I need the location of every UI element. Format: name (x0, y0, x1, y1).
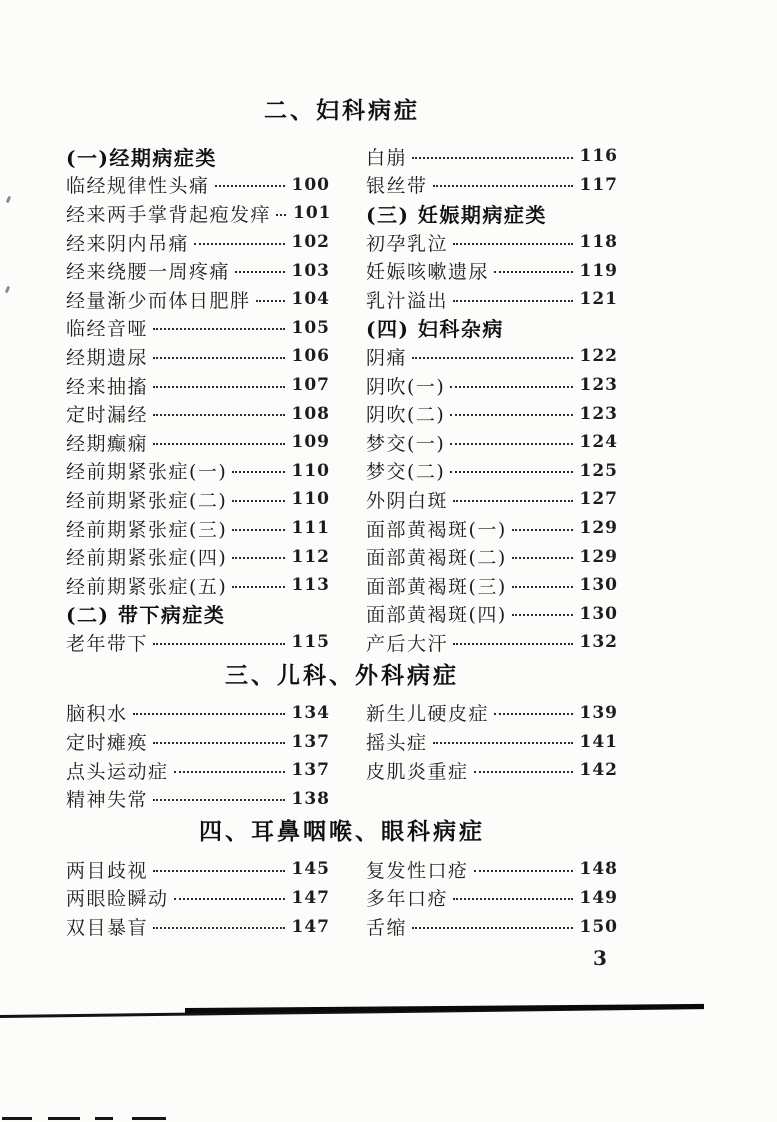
dot-leader (153, 870, 284, 872)
entry-label: 多年口疮 (366, 888, 449, 911)
entry-page-number: 147 (291, 916, 330, 937)
entry-page-number: 130 (579, 603, 618, 624)
toc-entry (66, 428, 330, 457)
dot-leader (232, 557, 284, 559)
entry-page-number: 141 (579, 731, 618, 752)
toc-entry (66, 314, 330, 343)
entry-label: 经前期紧张症(二) (66, 489, 228, 512)
dot-leader (412, 357, 572, 359)
entry-page-number: 116 (579, 146, 618, 167)
toc-entry (66, 199, 330, 228)
toc-entry (366, 514, 618, 543)
dot-leader (256, 300, 285, 302)
entry-label: 舌缩 (366, 917, 408, 940)
dot-leader (153, 927, 284, 929)
dot-leader (453, 300, 572, 302)
entry-page-number: 110 (291, 489, 330, 510)
entry-label: 经来阴内吊痛 (66, 232, 190, 255)
dot-leader (215, 185, 285, 187)
toc-subsection (366, 199, 618, 228)
entry-page-number: 137 (291, 760, 330, 781)
entry-page-number: 130 (579, 575, 618, 596)
entry-page-number: 108 (291, 403, 330, 424)
scan-artifact-dash (95, 1117, 113, 1120)
entry-label: 阴痛 (366, 346, 408, 369)
dot-leader (512, 586, 573, 588)
toc-entry (366, 855, 618, 884)
dot-leader (232, 586, 284, 588)
dot-leader (153, 742, 284, 744)
entry-label: 老年带下 (66, 632, 149, 655)
scan-speck (5, 286, 10, 294)
dot-leader (232, 500, 284, 502)
scan-artifact-dash (2, 1117, 32, 1120)
entry-page-number: 122 (579, 346, 618, 367)
entry-page-number: 132 (579, 632, 618, 653)
subsection-heading: (二) 带下病症类 (66, 603, 226, 628)
dot-leader (153, 328, 284, 330)
dot-leader (153, 643, 284, 645)
entry-label: 新生儿硬皮症 (366, 703, 490, 726)
entry-label: 妊娠咳嗽遗尿 (366, 261, 490, 284)
toc-entry (366, 699, 618, 728)
toc-entry (66, 485, 330, 514)
entry-page-number: 129 (579, 518, 618, 539)
dot-leader (153, 357, 284, 359)
entry-label: 两目歧视 (66, 859, 149, 882)
toc-entry (66, 727, 330, 756)
entry-label: 外阴白斑 (366, 489, 449, 512)
section2-left-column (66, 142, 330, 657)
entry-page-number: 100 (291, 174, 330, 195)
toc-entry (366, 571, 618, 600)
dot-leader (512, 557, 573, 559)
entry-label: 产后大汗 (366, 632, 449, 655)
entry-label: 定时漏经 (66, 404, 149, 427)
toc-entry (66, 912, 330, 941)
entry-label: 经前期紧张症(四) (66, 547, 228, 570)
toc-entry (366, 884, 618, 913)
toc-content (66, 96, 618, 941)
toc-entry (366, 428, 618, 457)
entry-label: 两眼睑瞬动 (66, 888, 169, 911)
toc-entry (366, 342, 618, 371)
toc-entry (66, 514, 330, 543)
dot-leader (433, 185, 573, 187)
dot-leader (235, 271, 284, 273)
toc-subsection (66, 142, 330, 171)
toc-entry (66, 228, 330, 257)
entry-label: 经前期紧张症(五) (66, 575, 228, 598)
dot-leader (433, 742, 573, 744)
toc-entry (366, 371, 618, 400)
page-number: 3 (593, 946, 607, 970)
toc-entry (66, 855, 330, 884)
dot-leader (174, 771, 285, 773)
toc-entry (366, 171, 618, 200)
section3-right-column (366, 699, 618, 813)
entry-label: 脑积水 (66, 703, 128, 726)
toc-entry (66, 371, 330, 400)
dot-leader (450, 471, 572, 473)
entry-page-number: 145 (291, 859, 330, 880)
toc-entry (66, 285, 330, 314)
dot-leader (450, 386, 572, 388)
section4-columns (66, 855, 618, 941)
toc-entry (66, 256, 330, 285)
entry-page-number: 106 (291, 346, 330, 367)
toc-entry (66, 628, 330, 657)
section2-right-column (366, 142, 618, 657)
entry-page-number: 127 (579, 489, 618, 510)
dot-leader (232, 471, 284, 473)
entry-page-number: 121 (579, 289, 618, 310)
entry-page-number: 115 (291, 632, 330, 653)
section-title-gynecology: 二、妇科病症 (264, 97, 420, 124)
entry-label: 面部黄褐斑(四) (366, 604, 507, 627)
toc-entry (366, 285, 618, 314)
entry-label: 乳汁溢出 (366, 289, 449, 312)
entry-page-number: 111 (291, 518, 330, 539)
toc-subsection (66, 600, 330, 629)
entry-page-number: 112 (291, 546, 330, 567)
entry-page-number: 101 (293, 203, 332, 224)
toc-entry (366, 756, 618, 785)
dot-leader (494, 271, 572, 273)
toc-entry (366, 485, 618, 514)
section4-right-column (366, 855, 618, 941)
subsection-heading: (三) 妊娠期病症类 (366, 202, 547, 227)
entry-page-number: 104 (291, 289, 330, 310)
toc-entry (66, 399, 330, 428)
entry-page-number: 147 (291, 887, 330, 908)
toc-entry (366, 399, 618, 428)
entry-page-number: 134 (291, 702, 330, 723)
dot-leader (453, 500, 572, 502)
entry-label: 点头运动症 (66, 760, 169, 783)
dot-leader (453, 898, 572, 900)
entry-page-number: 138 (291, 788, 330, 809)
entry-page-number: 118 (579, 232, 618, 253)
entry-label: 经来绕腰一周疼痛 (66, 261, 231, 284)
entry-label: 初孕乳泣 (366, 232, 449, 255)
toc-entry (366, 628, 618, 657)
dot-leader (153, 799, 284, 801)
toc-entry (66, 342, 330, 371)
scan-artifact-dash (132, 1117, 166, 1120)
toc-entry (66, 457, 330, 486)
entry-page-number: 119 (579, 260, 618, 281)
section2-columns (66, 142, 618, 657)
entry-page-number: 148 (579, 859, 618, 880)
dot-leader (450, 443, 572, 445)
dot-leader (153, 414, 284, 416)
toc-entry (366, 256, 618, 285)
entry-page-number: 139 (579, 702, 618, 723)
entry-label: 阴吹(一) (366, 375, 446, 398)
entry-page-number: 150 (579, 916, 618, 937)
dot-leader (412, 927, 572, 929)
entry-label: 阴吹(二) (366, 404, 446, 427)
entry-page-number: 102 (291, 232, 330, 253)
toc-subsection (366, 314, 618, 343)
dot-leader (450, 414, 572, 416)
entry-label: 银丝带 (366, 175, 428, 198)
dot-leader (194, 243, 284, 245)
dot-leader (512, 529, 573, 531)
dot-leader (153, 386, 284, 388)
dot-leader (412, 157, 572, 159)
entry-label: 定时瘫痪 (66, 732, 149, 755)
toc-entry (366, 727, 618, 756)
entry-page-number: 105 (291, 317, 330, 338)
dot-leader (474, 870, 573, 872)
entry-label: 皮肌炎重症 (366, 760, 469, 783)
subsection-heading: (四) 妇科杂病 (366, 317, 504, 342)
entry-page-number: 129 (579, 546, 618, 567)
entry-page-number: 109 (291, 432, 330, 453)
toc-entry (66, 171, 330, 200)
dot-leader (453, 243, 572, 245)
entry-label: 精神失常 (66, 789, 149, 812)
entry-page-number: 123 (579, 375, 618, 396)
toc-entry (66, 784, 330, 813)
toc-entry (366, 457, 618, 486)
section-title-pediatrics-surgery: 三、儿科、外科病症 (225, 661, 459, 689)
dot-leader (494, 713, 572, 715)
entry-label: 经前期紧张症(三) (66, 518, 228, 541)
dot-leader (232, 529, 284, 531)
dot-leader (153, 443, 284, 445)
toc-entry (366, 228, 618, 257)
dot-leader (276, 214, 286, 216)
entry-page-number: 113 (291, 575, 330, 596)
entry-label: 白崩 (366, 146, 408, 169)
entry-label: 经来两手掌背起疱发痒 (66, 203, 272, 226)
toc-entry (66, 884, 330, 913)
entry-label: 临经规律性头痛 (66, 175, 210, 198)
entry-label: 经来抽搐 (66, 375, 149, 398)
dot-leader (453, 643, 572, 645)
entry-label: 面部黄褐斑(二) (366, 547, 507, 570)
entry-label: 摇头症 (366, 732, 428, 755)
entry-page-number: 142 (579, 760, 618, 781)
entry-label: 梦交(二) (366, 461, 446, 484)
entry-page-number: 107 (291, 375, 330, 396)
toc-entry (66, 542, 330, 571)
section4-left-column (66, 855, 330, 941)
entry-page-number: 103 (291, 260, 330, 281)
entry-page-number: 149 (579, 887, 618, 908)
entry-page-number: 125 (579, 460, 618, 481)
entry-label: 面部黄褐斑(三) (366, 575, 507, 598)
toc-entry (366, 542, 618, 571)
section-title-ent-ophthalmology: 四、耳鼻咽喉、眼科病症 (199, 818, 485, 846)
entry-label: 经前期紧张症(一) (66, 461, 228, 484)
entry-page-number: 110 (291, 460, 330, 481)
section3-columns (66, 699, 618, 813)
dot-leader (512, 614, 573, 616)
entry-label: 经期遗尿 (66, 346, 149, 369)
scan-speck (6, 196, 11, 204)
dot-leader (133, 713, 285, 715)
entry-page-number: 123 (579, 403, 618, 424)
entry-label: 双目暴盲 (66, 917, 149, 940)
entry-label: 复发性口疮 (366, 859, 469, 882)
toc-entry (66, 699, 330, 728)
toc-entry (66, 571, 330, 600)
toc-entry (66, 756, 330, 785)
entry-page-number: 117 (579, 174, 618, 195)
subsection-heading: (一)经期病症类 (66, 145, 217, 170)
scan-artifact-dash (48, 1117, 80, 1120)
toc-entry (366, 600, 618, 629)
entry-page-number: 124 (579, 432, 618, 453)
entry-label: 梦交(一) (366, 432, 446, 455)
toc-entry (366, 912, 618, 941)
section3-left-column (66, 699, 330, 813)
entry-label: 面部黄褐斑(一) (366, 518, 507, 541)
entry-label: 临经音哑 (66, 318, 149, 341)
entry-page-number: 137 (291, 731, 330, 752)
dot-leader (474, 771, 573, 773)
entry-label: 经期癫痫 (66, 432, 149, 455)
toc-entry (366, 142, 618, 171)
entry-label: 经量渐少而体日肥胖 (66, 289, 251, 312)
dot-leader (174, 898, 285, 900)
